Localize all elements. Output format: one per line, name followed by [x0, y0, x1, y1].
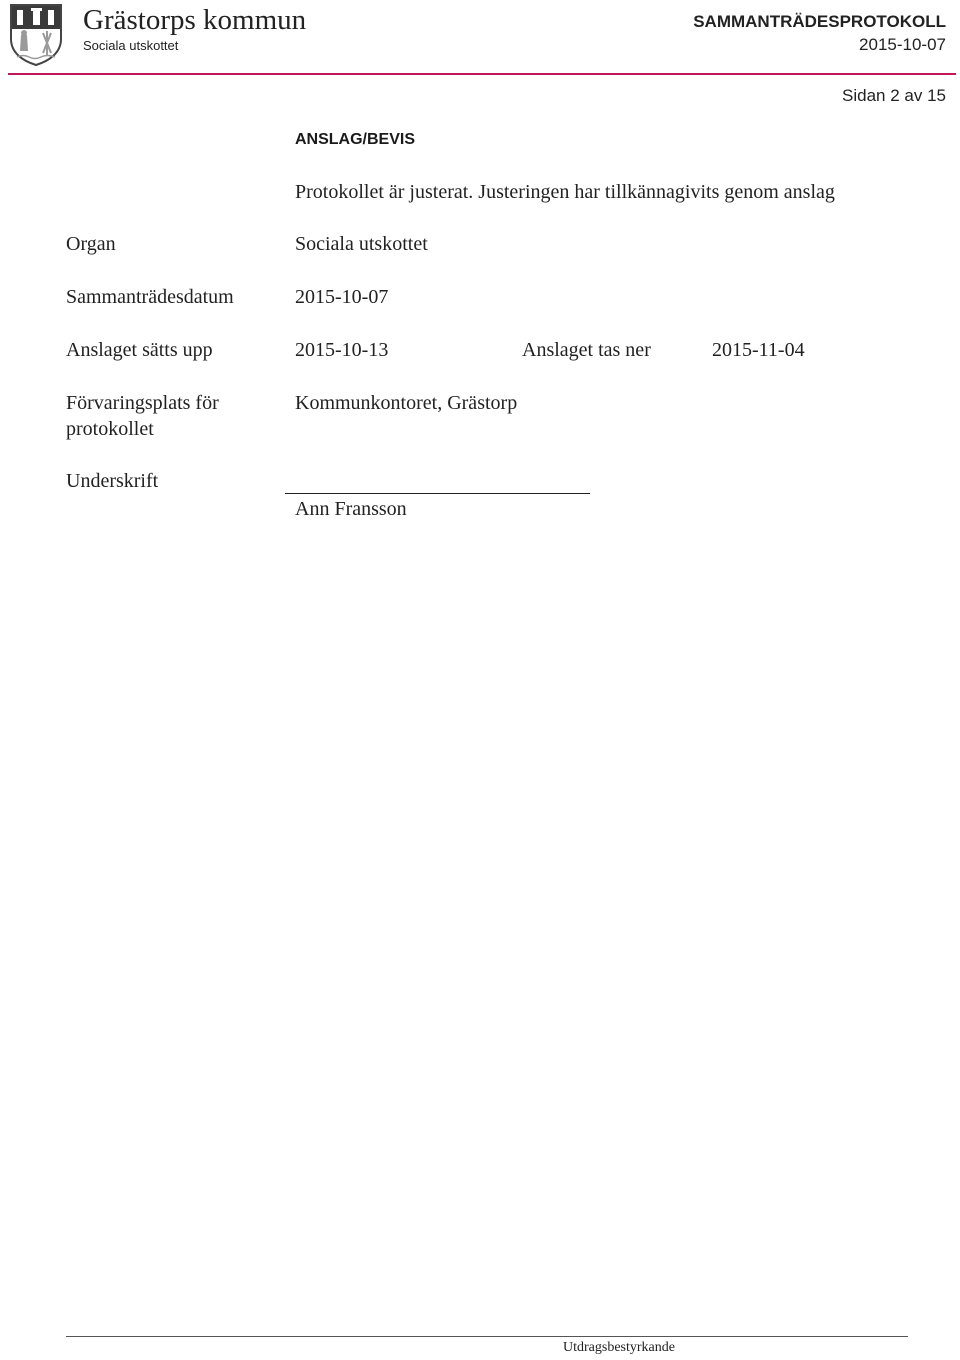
signatory-name: Ann Fransson — [295, 498, 407, 520]
meeting-date-value: 2015-10-07 — [295, 286, 389, 308]
page-number: Sidan 2 av 15 — [842, 86, 946, 105]
footer-divider — [66, 1336, 908, 1337]
notice-heading: ANSLAG/BEVIS — [295, 131, 416, 148]
organ-label: Organ — [66, 233, 116, 255]
signature-line — [285, 493, 590, 494]
municipal-coat-of-arms-icon — [9, 3, 63, 66]
organization-name: Grästorps kommun — [83, 4, 307, 36]
document-type: SAMMANTRÄDESPROTOKOLL — [693, 12, 946, 31]
removed-date: 2015-11-04 — [712, 339, 805, 361]
posted-date: 2015-10-13 — [295, 339, 389, 361]
meeting-date-label: Sammanträdesdatum — [66, 286, 234, 308]
notice-intro: Protokollet är justerat. Justeringen har tillkännagivits genom anslag — [295, 181, 835, 203]
storage-value: Kommunkontoret, Grästorp — [295, 392, 518, 414]
storage-label-line1: Förvaringsplats för — [66, 392, 219, 414]
footer-certification-label: Utdragsbestyrkande — [563, 1340, 675, 1355]
organ-value: Sociala utskottet — [295, 233, 428, 255]
storage-label-line2: protokollet — [66, 418, 154, 440]
document-date: 2015-10-07 — [859, 35, 946, 54]
removed-label: Anslaget tas ner — [522, 339, 651, 361]
header-divider — [8, 73, 956, 75]
signature-label: Underskrift — [66, 470, 159, 492]
posted-label: Anslaget sätts upp — [66, 339, 213, 361]
organization-unit: Sociala utskottet — [83, 38, 179, 53]
